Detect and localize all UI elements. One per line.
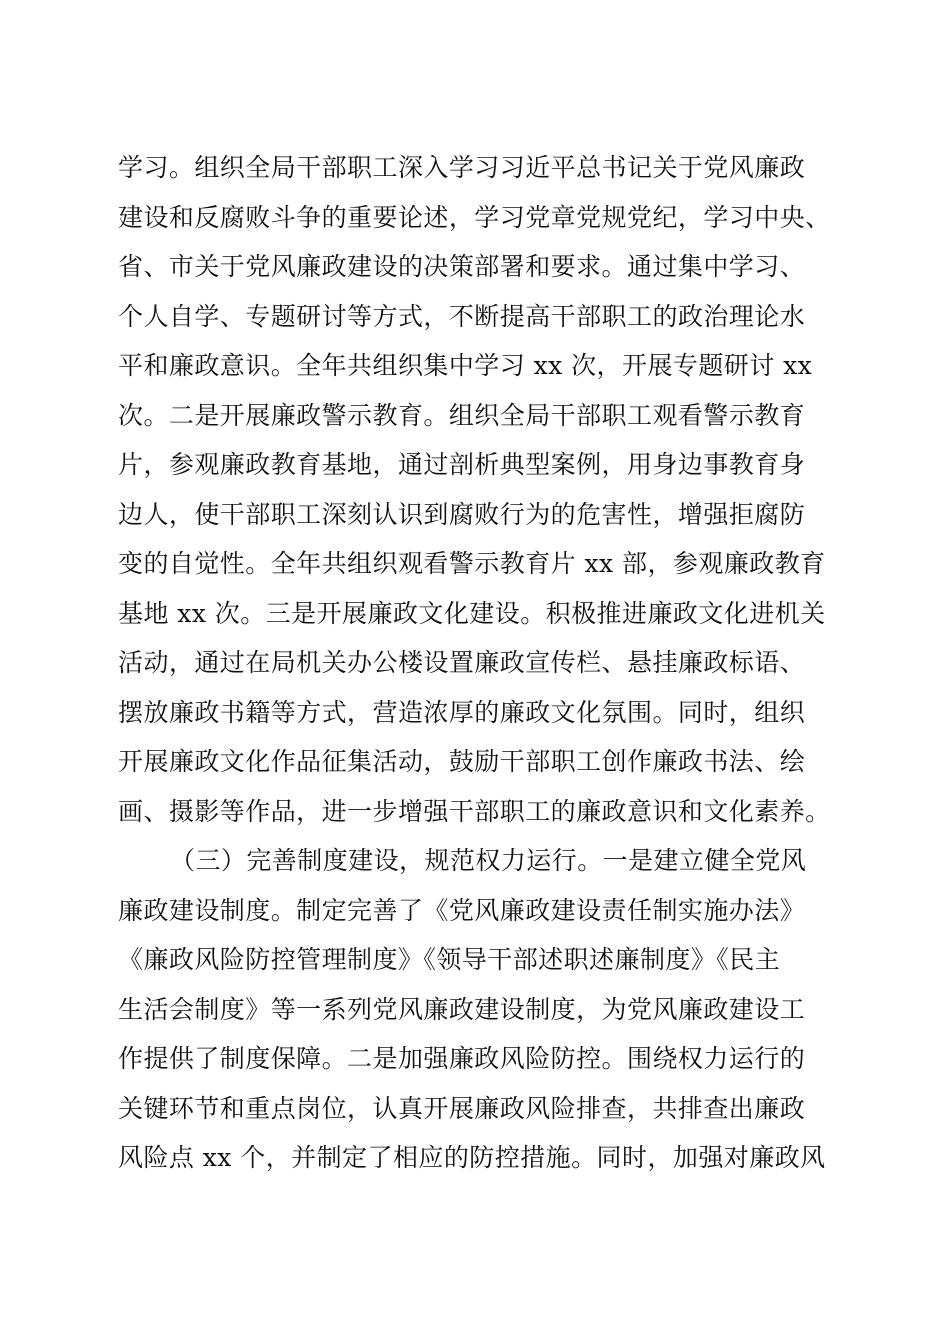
- text-line: 廉政建设制度。制定完善了《党风廉政建设责任制实施办法》: [118, 895, 806, 925]
- text-line: 个人自学、专题研讨等方式，不断提高干部职工的政治理论水: [118, 301, 806, 331]
- text-line: 次。二是开展廉政警示教育。组织全局干部职工观看警示教育: [118, 400, 806, 430]
- text-line: 基地 xx 次。三是开展廉政文化建设。积极推进廉政文化进机关: [118, 598, 826, 628]
- text-line: 开展廉政文化作品征集活动，鼓励干部职工创作廉政书法、绘: [118, 747, 806, 776]
- text-line: 片，参观廉政教育基地，通过剖析典型案例，用身边事教育身: [118, 450, 806, 479]
- text-line: 关键环节和重点岗位，认真开展廉政风险排查，共排查出廉政: [118, 1093, 806, 1123]
- text-line: 画、摄影等作品，进一步增强干部职工的廉政意识和文化素养。: [118, 796, 831, 826]
- text-line: 变的自觉性。全年共组织观看警示教育片 xx 部，参观廉政教育: [118, 549, 826, 578]
- body-text: [118, 143, 838, 1183]
- text-line: 风险点 xx 个，并制定了相应的防控措施。同时，加强对廉政风: [118, 1143, 826, 1172]
- section-heading-line: （三）完善制度建设，规范权力运行。一是建立健全党风: [170, 846, 807, 875]
- text-line: 边人，使干部职工深刻认识到腐败行为的危害性，增强拒腐防: [118, 499, 806, 529]
- text-line: 《廉政风险防控管理制度》《领导干部述职述廉制度》《民主: [118, 945, 781, 974]
- text-line: 学习。组织全局干部职工深入学习习近平总书记关于党风廉政: [118, 153, 806, 182]
- text-line: 平和廉政意识。全年共组织集中学习 xx 次，开展专题研讨 xx: [118, 351, 813, 380]
- text-line: 活动，通过在局机关办公楼设置廉政宣传栏、悬挂廉政标语、: [118, 648, 806, 677]
- text-line: 摆放廉政书籍等方式，营造浓厚的廉政文化氛围。同时，组织: [118, 697, 806, 727]
- text-line: 生活会制度》等一系列党风廉政建设制度，为党风廉政建设工: [118, 994, 806, 1024]
- text-line: 作提供了制度保障。二是加强廉政风险防控。围绕权力运行的: [118, 1044, 806, 1073]
- text-line: 省、市关于党风廉政建设的决策部署和要求。通过集中学习、: [118, 252, 806, 281]
- text-line: 建设和反腐败斗争的重要论述，学习党章党规党纪，学习中央、: [118, 202, 831, 232]
